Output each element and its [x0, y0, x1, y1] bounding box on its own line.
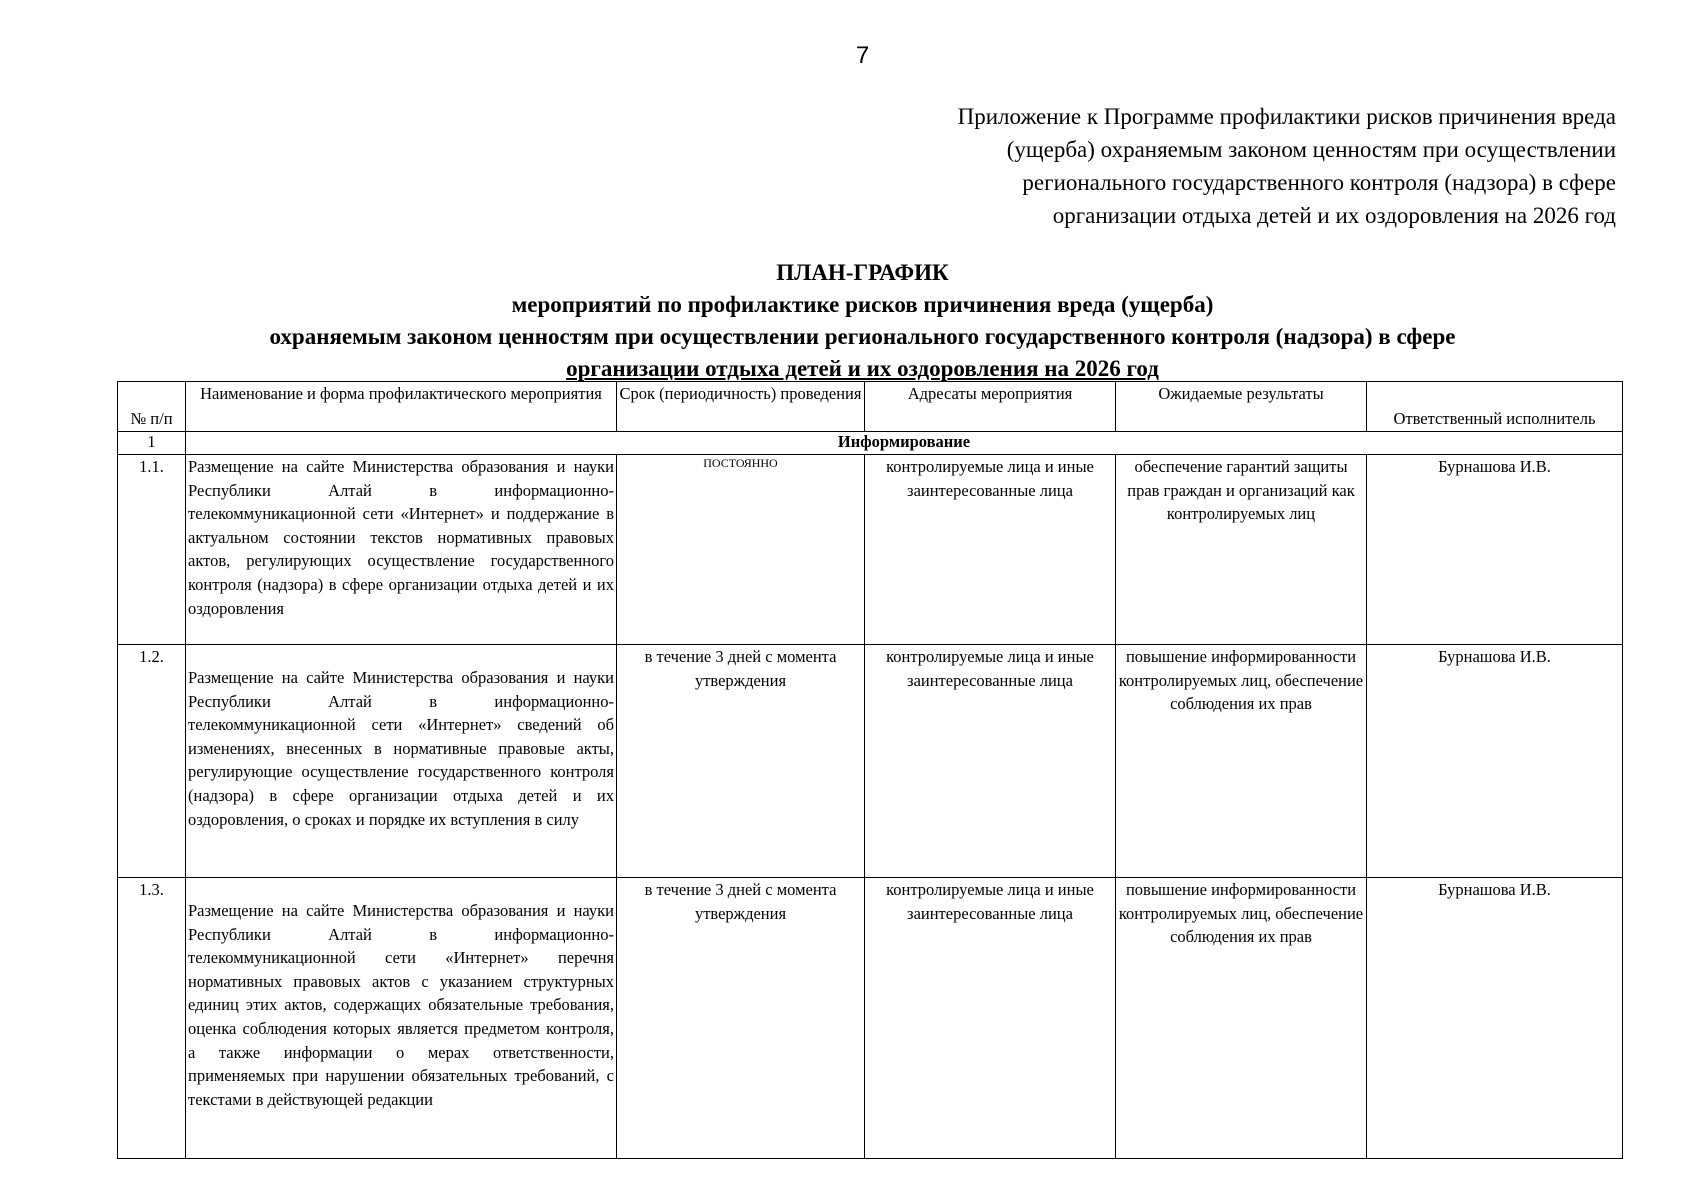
- appendix-caption: [796, 100, 1616, 232]
- header-number: № п/п: [118, 382, 186, 432]
- row-results: обеспечение гарантий защиты прав граждан и организаций как контролируемых лиц: [1116, 455, 1367, 645]
- row-addressees: контролируемые лица и иные заинтересованные лица: [865, 645, 1116, 878]
- appendix-line: (ущерба) охраняемым законом ценностям при осуществлении: [1006, 137, 1616, 162]
- appendix-line: организации отдыха детей и их оздоровления на 2026 год: [1052, 203, 1616, 228]
- row-number: 1.3.: [118, 878, 186, 1159]
- appendix-line: регионального государственного контроля (надзора) в сфере: [1022, 170, 1616, 195]
- row-period: в течение 3 дней с момента утверждения: [617, 878, 865, 1159]
- section-number: 1: [118, 432, 186, 455]
- title-line: мероприятий по профилактике рисков причинения вреда (ущерба): [511, 292, 1214, 317]
- row-responsible: Бурнашова И.В.: [1367, 878, 1623, 1159]
- row-addressees: контролируемые лица и иные заинтересованные лица: [865, 455, 1116, 645]
- header-activity: Наименование и форма профилактического мероприятия: [186, 382, 617, 432]
- table-header-row: [118, 382, 1623, 432]
- plan-table: [117, 381, 1623, 1159]
- section-row: [118, 432, 1623, 455]
- title-heading: ПЛАН-ГРАФИК: [776, 260, 949, 285]
- row-description: Размещение на сайте Министерства образования и науки Республики Алтай в информационно-телекоммуникационной сети «Интернет» перечня нормативных правовых актов с указанием структурных единиц этих актов, содержащих обязательные требования, оценка соблюдения которых является предметом контроля, а также информации о мерах ответственности, применяемых при нарушении обязательных требований, с текстами в действующей редакции: [186, 878, 617, 1159]
- table-row: [118, 645, 1623, 878]
- title-line: охраняемым законом ценностям при осуществлении регионального государственного контроля (надзора) в сфере: [269, 324, 1456, 349]
- row-addressees: контролируемые лица и иные заинтересованные лица: [865, 878, 1116, 1159]
- row-number: 1.2.: [118, 645, 186, 878]
- row-responsible: Бурнашова И.В.: [1367, 455, 1623, 645]
- document-title: [0, 257, 1698, 385]
- row-responsible: Бурнашова И.В.: [1367, 645, 1623, 878]
- page-number: 7: [855, 42, 870, 69]
- row-number: 1.1.: [118, 455, 186, 645]
- appendix-line: Приложение к Программе профилактики рисков причинения вреда: [957, 104, 1616, 129]
- section-title: Информирование: [186, 432, 1623, 455]
- row-description: Размещение на сайте Министерства образования и науки Республики Алтай в информационно-телекоммуникационной сети «Интернет» и поддержание в актуальном состоянии текстов нормативных правовых актов, регулирующих осуществление государственного контроля (надзора) в сфере организации отдыха детей и их оздоровления: [186, 455, 617, 645]
- header-responsible: Ответственный исполнитель: [1367, 382, 1623, 432]
- row-results: повышение информированности контролируемых лиц, обеспечение соблюдения их прав: [1116, 878, 1367, 1159]
- row-period: [617, 455, 865, 645]
- table-row: [118, 878, 1623, 1159]
- header-period: Срок (периодичность) проведения: [617, 382, 865, 432]
- title-line-underlined: организации отдыха детей и их оздоровления на 2026 год: [566, 356, 1159, 381]
- header-addressees: Адресаты мероприятия: [865, 382, 1116, 432]
- table-row: [118, 455, 1623, 645]
- header-results: Ожидаемые результаты: [1116, 382, 1367, 432]
- row-period: в течение 3 дней с момента утверждения: [617, 645, 865, 878]
- row-results: повышение информированности контролируемых лиц, обеспечение соблюдения их прав: [1116, 645, 1367, 878]
- row-description: Размещение на сайте Министерства образования и науки Республики Алтай в информационно-телекоммуникационной сети «Интернет» сведений об изменениях, внесенных в нормативные правовые акты, регулирующие осуществление государственного контроля (надзора) в сфере организации отдыха детей и их оздоровления, о сроках и порядке их вступления в силу: [186, 645, 617, 878]
- row-period-text: ПОСТОЯННО: [703, 456, 778, 470]
